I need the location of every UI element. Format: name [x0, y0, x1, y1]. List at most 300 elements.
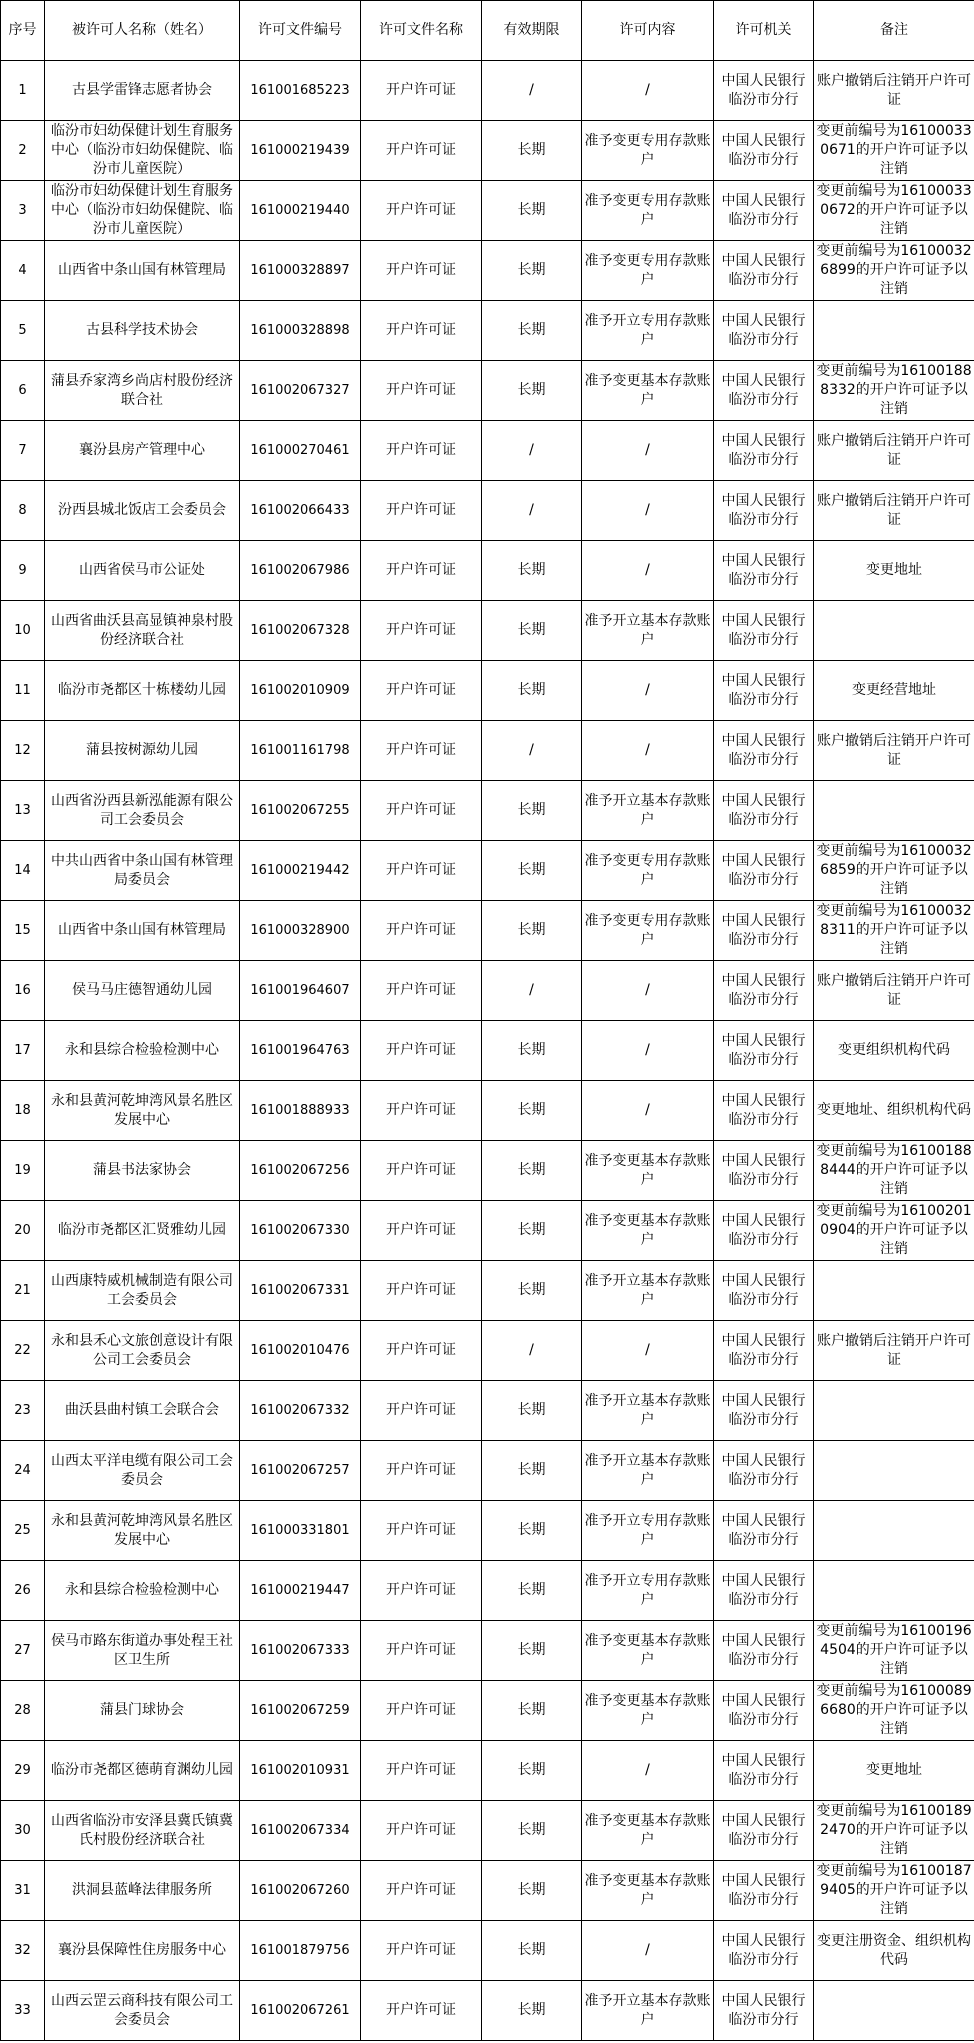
cell-name: 山西省汾西县新泓能源有限公司工会委员会: [45, 781, 240, 841]
cell-term: 长期: [482, 1021, 582, 1081]
cell-doc: 开户许可证: [361, 1501, 482, 1561]
cell-note: 变更注册资金、组织机构代码: [814, 1921, 974, 1981]
cell-code: 161002010931: [240, 1741, 361, 1801]
table-row: [1, 841, 974, 901]
cell-doc: 开户许可证: [361, 781, 482, 841]
cell-name: 山西省中条山国有林管理局: [45, 241, 240, 301]
cell-term: 长期: [482, 1141, 582, 1201]
cell-no: 15: [1, 901, 45, 961]
cell-no: 17: [1, 1021, 45, 1081]
table-row: [1, 121, 974, 181]
table-row: [1, 301, 974, 361]
cell-content: /: [582, 661, 714, 721]
cell-note: 变更前编号为161000326899的开户许可证予以注销: [814, 241, 974, 301]
cell-note: [814, 1501, 974, 1561]
cell-content: /: [582, 541, 714, 601]
cell-org: 中国人民银行临汾市分行: [714, 301, 814, 361]
cell-doc: 开户许可证: [361, 421, 482, 481]
cell-no: 9: [1, 541, 45, 601]
cell-name: 山西云罡云商科技有限公司工会委员会: [45, 1981, 240, 2041]
cell-term: 长期: [482, 121, 582, 181]
cell-org: 中国人民银行临汾市分行: [714, 241, 814, 301]
cell-doc: 开户许可证: [361, 1861, 482, 1921]
cell-content: 准予变更专用存款账户: [582, 121, 714, 181]
cell-content: 准予变更基本存款账户: [582, 361, 714, 421]
cell-no: 16: [1, 961, 45, 1021]
cell-name: 中共山西省中条山国有林管理局委员会: [45, 841, 240, 901]
cell-name: 永和县黄河乾坤湾风景名胜区发展中心: [45, 1081, 240, 1141]
cell-doc: 开户许可证: [361, 1801, 482, 1861]
cell-doc: 开户许可证: [361, 721, 482, 781]
header-cell-note: 备注: [814, 1, 974, 61]
cell-name: 洪洞县蓝峰法律服务所: [45, 1861, 240, 1921]
cell-term: 长期: [482, 901, 582, 961]
cell-code: 161000328898: [240, 301, 361, 361]
cell-code: 161002010909: [240, 661, 361, 721]
cell-content: 准予开立基本存款账户: [582, 781, 714, 841]
cell-no: 2: [1, 121, 45, 181]
cell-term: /: [482, 421, 582, 481]
cell-no: 4: [1, 241, 45, 301]
cell-term: 长期: [482, 841, 582, 901]
cell-note: 变更地址、组织机构代码: [814, 1081, 974, 1141]
cell-doc: 开户许可证: [361, 961, 482, 1021]
cell-no: 30: [1, 1801, 45, 1861]
cell-note: [814, 1441, 974, 1501]
cell-doc: 开户许可证: [361, 901, 482, 961]
cell-term: 长期: [482, 301, 582, 361]
table-row: [1, 1261, 974, 1321]
cell-content: /: [582, 1741, 714, 1801]
cell-term: 长期: [482, 1981, 582, 2041]
cell-code: 161002067327: [240, 361, 361, 421]
cell-note: 变更组织机构代码: [814, 1021, 974, 1081]
cell-term: 长期: [482, 1921, 582, 1981]
cell-org: 中国人民银行临汾市分行: [714, 1021, 814, 1081]
cell-name: 山西太平洋电缆有限公司工会委员会: [45, 1441, 240, 1501]
cell-note: [814, 1261, 974, 1321]
cell-content: 准予变更基本存款账户: [582, 1861, 714, 1921]
cell-note: 账户撤销后注销开户许可证: [814, 481, 974, 541]
header-cell-no: 序号: [1, 1, 45, 61]
cell-term: 长期: [482, 181, 582, 241]
cell-doc: 开户许可证: [361, 541, 482, 601]
cell-note: [814, 1561, 974, 1621]
cell-org: 中国人民银行临汾市分行: [714, 421, 814, 481]
cell-no: 32: [1, 1921, 45, 1981]
cell-term: 长期: [482, 361, 582, 421]
cell-doc: 开户许可证: [361, 121, 482, 181]
cell-term: 长期: [482, 1261, 582, 1321]
header-cell-term: 有效期限: [482, 1, 582, 61]
cell-org: 中国人民银行临汾市分行: [714, 961, 814, 1021]
cell-no: 10: [1, 601, 45, 661]
table-body: [1, 61, 974, 2041]
cell-term: 长期: [482, 1621, 582, 1681]
cell-code: 161000219439: [240, 121, 361, 181]
cell-doc: 开户许可证: [361, 241, 482, 301]
cell-no: 3: [1, 181, 45, 241]
header-cell-org: 许可机关: [714, 1, 814, 61]
cell-code: 161002067332: [240, 1381, 361, 1441]
cell-name: 永和县综合检验检测中心: [45, 1561, 240, 1621]
cell-doc: 开户许可证: [361, 1681, 482, 1741]
cell-term: 长期: [482, 781, 582, 841]
cell-note: 账户撤销后注销开户许可证: [814, 961, 974, 1021]
cell-note: [814, 301, 974, 361]
cell-content: /: [582, 481, 714, 541]
cell-doc: 开户许可证: [361, 61, 482, 121]
cell-note: 变更前编号为161001888332的开户许可证予以注销: [814, 361, 974, 421]
cell-name: 山西省临汾市安泽县冀氏镇冀氏村股份经济联合社: [45, 1801, 240, 1861]
cell-term: 长期: [482, 1801, 582, 1861]
cell-doc: 开户许可证: [361, 1081, 482, 1141]
cell-note: 账户撤销后注销开户许可证: [814, 421, 974, 481]
cell-no: 5: [1, 301, 45, 361]
cell-term: 长期: [482, 1081, 582, 1141]
table-header: [1, 1, 974, 61]
cell-term: /: [482, 961, 582, 1021]
table-row: [1, 1681, 974, 1741]
cell-code: 161002067333: [240, 1621, 361, 1681]
cell-code: 161002010476: [240, 1321, 361, 1381]
cell-term: /: [482, 721, 582, 781]
cell-org: 中国人民银行临汾市分行: [714, 1861, 814, 1921]
cell-content: /: [582, 961, 714, 1021]
cell-note: 账户撤销后注销开户许可证: [814, 61, 974, 121]
table-row: [1, 601, 974, 661]
cell-note: 变更前编号为161000326859的开户许可证予以注销: [814, 841, 974, 901]
cell-note: [814, 1981, 974, 2041]
cell-name: 汾西县城北饭店工会委员会: [45, 481, 240, 541]
cell-org: 中国人民银行临汾市分行: [714, 541, 814, 601]
cell-code: 161002067330: [240, 1201, 361, 1261]
cell-note: [814, 781, 974, 841]
cell-doc: 开户许可证: [361, 1561, 482, 1621]
cell-code: 161000219447: [240, 1561, 361, 1621]
cell-code: 161000219442: [240, 841, 361, 901]
cell-note: 变更前编号为161000896680的开户许可证予以注销: [814, 1681, 974, 1741]
cell-name: 古县科学技术协会: [45, 301, 240, 361]
cell-content: 准予变更专用存款账户: [582, 901, 714, 961]
cell-term: 长期: [482, 541, 582, 601]
table-row: [1, 541, 974, 601]
cell-content: /: [582, 1021, 714, 1081]
cell-no: 11: [1, 661, 45, 721]
table-row: [1, 241, 974, 301]
cell-name: 山西省中条山国有林管理局: [45, 901, 240, 961]
cell-no: 18: [1, 1081, 45, 1141]
cell-content: 准予开立基本存款账户: [582, 1381, 714, 1441]
cell-name: 蒲县按树源幼儿园: [45, 721, 240, 781]
cell-doc: 开户许可证: [361, 1921, 482, 1981]
cell-org: 中国人民银行临汾市分行: [714, 781, 814, 841]
cell-term: 长期: [482, 1681, 582, 1741]
cell-name: 临汾市尧都区十栋楼幼儿园: [45, 661, 240, 721]
cell-org: 中国人民银行临汾市分行: [714, 1321, 814, 1381]
header-cell-content: 许可内容: [582, 1, 714, 61]
cell-doc: 开户许可证: [361, 841, 482, 901]
cell-term: 长期: [482, 1501, 582, 1561]
table-row: [1, 1741, 974, 1801]
cell-doc: 开户许可证: [361, 361, 482, 421]
cell-org: 中国人民银行临汾市分行: [714, 1621, 814, 1681]
cell-doc: 开户许可证: [361, 1021, 482, 1081]
table-row: [1, 1981, 974, 2041]
cell-term: 长期: [482, 1441, 582, 1501]
table-row: [1, 1441, 974, 1501]
cell-content: 准予变更专用存款账户: [582, 181, 714, 241]
table-row: [1, 1621, 974, 1681]
cell-no: 27: [1, 1621, 45, 1681]
table-row: [1, 1141, 974, 1201]
cell-no: 8: [1, 481, 45, 541]
cell-no: 19: [1, 1141, 45, 1201]
cell-note: [814, 601, 974, 661]
cell-doc: 开户许可证: [361, 301, 482, 361]
cell-name: 永和县综合检验检测中心: [45, 1021, 240, 1081]
cell-no: 25: [1, 1501, 45, 1561]
header-cell-doc: 许可文件名称: [361, 1, 482, 61]
cell-code: 161002067259: [240, 1681, 361, 1741]
cell-org: 中国人民银行临汾市分行: [714, 661, 814, 721]
cell-org: 中国人民银行临汾市分行: [714, 1561, 814, 1621]
table-row: [1, 901, 974, 961]
cell-no: 7: [1, 421, 45, 481]
cell-doc: 开户许可证: [361, 1141, 482, 1201]
table-row: [1, 361, 974, 421]
cell-content: 准予变更基本存款账户: [582, 1621, 714, 1681]
table-row: [1, 1801, 974, 1861]
table-row: [1, 1861, 974, 1921]
cell-no: 33: [1, 1981, 45, 2041]
cell-content: 准予变更专用存款账户: [582, 241, 714, 301]
cell-doc: 开户许可证: [361, 1981, 482, 2041]
cell-name: 蒲县门球协会: [45, 1681, 240, 1741]
cell-org: 中国人民银行临汾市分行: [714, 1981, 814, 2041]
cell-org: 中国人民银行临汾市分行: [714, 841, 814, 901]
cell-name: 临汾市妇幼保健计划生育服务中心（临汾市妇幼保健院、临汾市儿童医院）: [45, 181, 240, 241]
cell-org: 中国人民银行临汾市分行: [714, 361, 814, 421]
cell-note: [814, 1381, 974, 1441]
cell-code: 161000270461: [240, 421, 361, 481]
cell-code: 161000331801: [240, 1501, 361, 1561]
cell-code: 161002067986: [240, 541, 361, 601]
header-cell-code: 许可文件编号: [240, 1, 361, 61]
cell-term: 长期: [482, 661, 582, 721]
cell-note: 变更地址: [814, 1741, 974, 1801]
cell-code: 161002067260: [240, 1861, 361, 1921]
cell-no: 24: [1, 1441, 45, 1501]
cell-name: 蒲县书法家协会: [45, 1141, 240, 1201]
cell-code: 161002066433: [240, 481, 361, 541]
cell-org: 中国人民银行临汾市分行: [714, 1741, 814, 1801]
table-row: [1, 961, 974, 1021]
cell-doc: 开户许可证: [361, 1621, 482, 1681]
cell-no: 31: [1, 1861, 45, 1921]
cell-doc: 开户许可证: [361, 1201, 482, 1261]
cell-term: 长期: [482, 1561, 582, 1621]
cell-org: 中国人民银行临汾市分行: [714, 61, 814, 121]
cell-term: 长期: [482, 241, 582, 301]
cell-name: 古县学雷锋志愿者协会: [45, 61, 240, 121]
cell-code: 161002067334: [240, 1801, 361, 1861]
header-cell-name: 被许可人名称（姓名）: [45, 1, 240, 61]
cell-code: 161000328897: [240, 241, 361, 301]
cell-name: 山西省曲沃县高显镇神泉村股份经济联合社: [45, 601, 240, 661]
cell-content: 准予开立专用存款账户: [582, 1561, 714, 1621]
cell-code: 161001879756: [240, 1921, 361, 1981]
table-row: [1, 481, 974, 541]
cell-note: 变更经营地址: [814, 661, 974, 721]
cell-no: 22: [1, 1321, 45, 1381]
cell-code: 161000219440: [240, 181, 361, 241]
cell-no: 6: [1, 361, 45, 421]
cell-content: 准予开立基本存款账户: [582, 1981, 714, 2041]
cell-no: 21: [1, 1261, 45, 1321]
cell-name: 临汾市尧都区德萌育渊幼儿园: [45, 1741, 240, 1801]
cell-note: 变更前编号为161000330672的开户许可证予以注销: [814, 181, 974, 241]
cell-org: 中国人民银行临汾市分行: [714, 121, 814, 181]
table-row: [1, 61, 974, 121]
cell-no: 29: [1, 1741, 45, 1801]
cell-note: 变更前编号为161000330671的开户许可证予以注销: [814, 121, 974, 181]
cell-doc: 开户许可证: [361, 601, 482, 661]
cell-note: 变更前编号为161001964504的开户许可证予以注销: [814, 1621, 974, 1681]
cell-code: 161002067331: [240, 1261, 361, 1321]
cell-code: 161001161798: [240, 721, 361, 781]
cell-org: 中国人民银行临汾市分行: [714, 601, 814, 661]
cell-content: 准予变更专用存款账户: [582, 841, 714, 901]
cell-term: /: [482, 481, 582, 541]
cell-org: 中国人民银行临汾市分行: [714, 1681, 814, 1741]
cell-code: 161001964763: [240, 1021, 361, 1081]
cell-content: 准予开立专用存款账户: [582, 301, 714, 361]
cell-no: 12: [1, 721, 45, 781]
cell-org: 中国人民银行临汾市分行: [714, 1501, 814, 1561]
cell-name: 临汾市妇幼保健计划生育服务中心（临汾市妇幼保健院、临汾市儿童医院）: [45, 121, 240, 181]
cell-no: 20: [1, 1201, 45, 1261]
cell-note: 变更前编号为161002010904的开户许可证予以注销: [814, 1201, 974, 1261]
cell-content: /: [582, 1321, 714, 1381]
cell-content: 准予开立基本存款账户: [582, 601, 714, 661]
cell-org: 中国人民银行临汾市分行: [714, 481, 814, 541]
table-row: [1, 661, 974, 721]
table-row: [1, 1021, 974, 1081]
cell-name: 山西康特威机械制造有限公司工会委员会: [45, 1261, 240, 1321]
table-row: [1, 1381, 974, 1441]
header-row: [1, 1, 974, 61]
cell-name: 侯马市路东街道办事处程王社区卫生所: [45, 1621, 240, 1681]
cell-content: /: [582, 421, 714, 481]
cell-code: 161001888933: [240, 1081, 361, 1141]
cell-org: 中国人民银行临汾市分行: [714, 1201, 814, 1261]
cell-doc: 开户许可证: [361, 1381, 482, 1441]
cell-content: /: [582, 61, 714, 121]
cell-no: 28: [1, 1681, 45, 1741]
cell-note: 变更前编号为161000328311的开户许可证予以注销: [814, 901, 974, 961]
cell-no: 13: [1, 781, 45, 841]
cell-note: 变更前编号为161001888444的开户许可证予以注销: [814, 1141, 974, 1201]
table-row: [1, 181, 974, 241]
table-row: [1, 781, 974, 841]
cell-no: 23: [1, 1381, 45, 1441]
cell-term: /: [482, 1321, 582, 1381]
cell-org: 中国人民银行临汾市分行: [714, 901, 814, 961]
cell-content: 准予变更基本存款账户: [582, 1801, 714, 1861]
cell-org: 中国人民银行临汾市分行: [714, 1261, 814, 1321]
table-row: [1, 721, 974, 781]
cell-name: 蒲县乔家湾乡尚店村股份经济联合社: [45, 361, 240, 421]
cell-org: 中国人民银行临汾市分行: [714, 1381, 814, 1441]
cell-name: 永和县黄河乾坤湾风景名胜区发展中心: [45, 1501, 240, 1561]
cell-term: 长期: [482, 601, 582, 661]
cell-name: 襄汾县保障性住房服务中心: [45, 1921, 240, 1981]
cell-doc: 开户许可证: [361, 661, 482, 721]
cell-code: 161001685223: [240, 61, 361, 121]
cell-content: /: [582, 1921, 714, 1981]
cell-org: 中国人民银行临汾市分行: [714, 181, 814, 241]
cell-note: 变更前编号为161001892470的开户许可证予以注销: [814, 1801, 974, 1861]
cell-code: 161002067256: [240, 1141, 361, 1201]
table-row: [1, 1081, 974, 1141]
cell-name: 永和县禾心文旅创意设计有限公司工会委员会: [45, 1321, 240, 1381]
cell-note: 变更地址: [814, 541, 974, 601]
cell-name: 临汾市尧都区汇贤雅幼儿园: [45, 1201, 240, 1261]
cell-content: /: [582, 721, 714, 781]
cell-org: 中国人民银行临汾市分行: [714, 1081, 814, 1141]
table-row: [1, 1201, 974, 1261]
cell-term: 长期: [482, 1381, 582, 1441]
cell-content: /: [582, 1081, 714, 1141]
cell-name: 襄汾县房产管理中心: [45, 421, 240, 481]
cell-org: 中国人民银行临汾市分行: [714, 1441, 814, 1501]
cell-code: 161002067257: [240, 1441, 361, 1501]
cell-no: 26: [1, 1561, 45, 1621]
cell-no: 1: [1, 61, 45, 121]
cell-doc: 开户许可证: [361, 1261, 482, 1321]
cell-term: /: [482, 61, 582, 121]
cell-doc: 开户许可证: [361, 481, 482, 541]
cell-code: 161002067255: [240, 781, 361, 841]
cell-name: 山西省侯马市公证处: [45, 541, 240, 601]
cell-content: 准予开立专用存款账户: [582, 1501, 714, 1561]
cell-code: 161002067328: [240, 601, 361, 661]
table-row: [1, 1561, 974, 1621]
cell-content: 准予开立基本存款账户: [582, 1441, 714, 1501]
cell-no: 14: [1, 841, 45, 901]
cell-org: 中国人民银行临汾市分行: [714, 721, 814, 781]
cell-note: 账户撤销后注销开户许可证: [814, 721, 974, 781]
cell-code: 161002067261: [240, 1981, 361, 2041]
cell-content: 准予变更基本存款账户: [582, 1201, 714, 1261]
table-row: [1, 1921, 974, 1981]
cell-term: 长期: [482, 1201, 582, 1261]
cell-doc: 开户许可证: [361, 1441, 482, 1501]
table-row: [1, 1321, 974, 1381]
cell-org: 中国人民银行临汾市分行: [714, 1801, 814, 1861]
cell-doc: 开户许可证: [361, 1741, 482, 1801]
cell-content: 准予变更基本存款账户: [582, 1141, 714, 1201]
cell-doc: 开户许可证: [361, 181, 482, 241]
cell-name: 曲沃县曲村镇工会联合会: [45, 1381, 240, 1441]
cell-content: 准予开立基本存款账户: [582, 1261, 714, 1321]
table-row: [1, 1501, 974, 1561]
cell-org: 中国人民银行临汾市分行: [714, 1141, 814, 1201]
cell-note: 账户撤销后注销开户许可证: [814, 1321, 974, 1381]
cell-content: 准予变更基本存款账户: [582, 1681, 714, 1741]
table-row: [1, 421, 974, 481]
